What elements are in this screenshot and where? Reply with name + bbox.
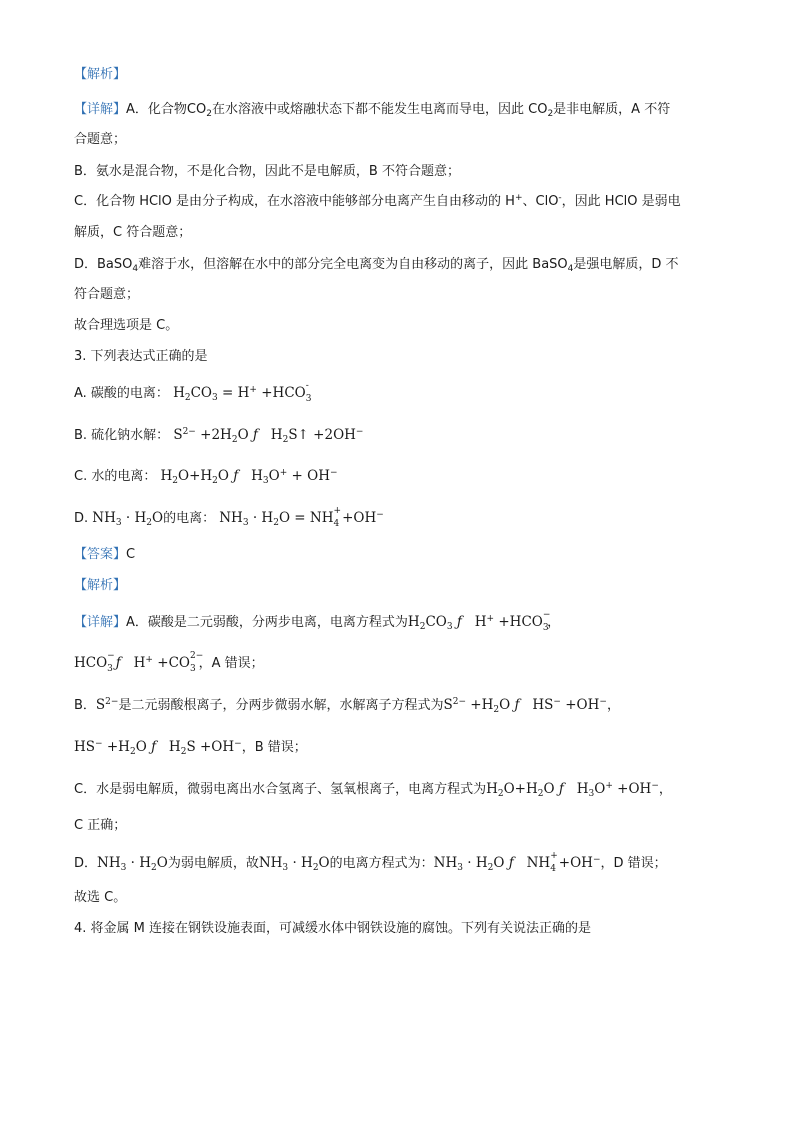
explanation-b: B．氨水是混合物，不是化合物，因此不是电解质，B 不符合题意； <box>74 164 460 179</box>
analysis-tag: 【解析】 <box>74 67 127 82</box>
answer-value: C <box>126 547 136 562</box>
text: 为弱电解质，故 <box>167 856 259 871</box>
explanation-c: C．化合物 HClO 是由分子构成，在水溶液中能够部分电离产生自由移动的 H+、ClO-，因此 HClO 是弱电 <box>74 193 681 209</box>
text: ， <box>606 698 620 713</box>
text: ，A 错误； <box>198 656 264 671</box>
answer <box>74 546 135 564</box>
analysis-tag: 【解析】 <box>74 578 127 593</box>
equation: HCO − 3 ƒ H+ +CO 2− 3 <box>74 651 204 674</box>
formula-baso4: BaSO$_4$ <box>97 257 139 274</box>
option-label: D. <box>74 511 93 526</box>
text: A．化合物 <box>126 102 187 117</box>
explanation-a-cont: 合题意； <box>74 132 127 147</box>
explanation-b-cont <box>74 738 307 757</box>
formula-baso4: BaSO$_4$ <box>528 257 574 274</box>
text: 是二元弱酸根离子，分两步微弱水解，水解离子方程式为 <box>118 698 444 713</box>
text: C．水是弱电解质，微弱电离出水合氢离子、氢氧根离子，电离方程式为 <box>74 782 487 797</box>
text: ， <box>547 615 561 630</box>
option-label: A. 碳酸的电离： <box>74 386 169 401</box>
equation: $HS^- +H_2O$ ƒ $H_2S +OH^-$ <box>74 739 242 757</box>
text: D． <box>74 257 98 272</box>
explanation-c-cont: 解质，C 符合题意； <box>74 225 192 240</box>
text: 的电离方程式为： <box>329 856 434 871</box>
text: ，因此 HClO 是弱电 <box>561 194 681 209</box>
text: ，D 错误； <box>600 856 667 871</box>
text: 的电离： <box>163 511 216 526</box>
equation: $S^{2-} +2H_2O$ ƒ $H_2S↑ +2OH^-$ <box>173 427 364 445</box>
option-label: C. 水的电离： <box>74 469 157 484</box>
formula-co2: $CO_2$ <box>523 102 554 119</box>
text: B． <box>74 698 96 713</box>
explanation-a <box>74 101 670 119</box>
question-3-stem: 3. 下列表达式正确的是 <box>74 349 208 364</box>
explanation-d <box>74 256 679 274</box>
equation: $NH_3 \cdot H_2O$ ƒ NH + 4 +OH− <box>433 851 601 874</box>
detail-tag: 【详解】 <box>74 615 127 630</box>
text: 在水溶液中或熔融状态下都不能发生电离而导电，因此 <box>211 102 524 117</box>
explanation-d <box>74 851 667 874</box>
option-d <box>74 506 384 529</box>
formula: $NH_3 \cdot H_2O$ <box>258 855 330 873</box>
formula-co2: $CO_2$ <box>186 102 212 119</box>
conclusion: 故合理选项是 C。 <box>74 318 179 333</box>
conclusion: 故选 C。 <box>74 890 127 905</box>
text: 是强电解质，D 不 <box>573 257 679 272</box>
equation: $H_2CO_3$ ƒ H+ +HCO − 3 <box>407 610 551 633</box>
text: ， <box>658 782 672 797</box>
text: ，B 错误； <box>241 740 307 755</box>
explanation-a-cont <box>74 651 264 674</box>
answer-tag: 【答案】 <box>74 547 127 562</box>
equation: $H_2O+H_2O$ ƒ $H_3O^+ +OH^-$ <box>486 781 659 799</box>
detail-tag: 【详解】 <box>74 102 127 117</box>
text: A．碳酸是二元弱酸，分两步电离，电离方程式为 <box>126 615 408 630</box>
equation: $H_2CO_3 = H^+ +HCO$ - 3 <box>173 381 312 404</box>
text: D． <box>74 856 98 871</box>
option-label: B. 硫化钠水解： <box>74 428 170 443</box>
explanation-c-cont: C 正确； <box>74 818 127 833</box>
text: 、ClO <box>522 194 559 209</box>
formula: $S^{2-}$ <box>95 697 119 713</box>
text: 难溶于水，但溶解在水中的部分完全电离变为自由移动的离子，因此 <box>138 257 529 272</box>
formula: $NH_3 \cdot H_2O$ <box>92 510 164 528</box>
option-b <box>74 426 363 445</box>
equation: $H_2O+H_2O$ ƒ $H_3O^+ + OH^-$ <box>160 468 338 486</box>
equation: $S^{2-} +H_2O$ ƒ HS− +OH− <box>443 697 607 715</box>
text: 是非电解质，A 不符 <box>553 102 671 117</box>
equation: $NH_3 \cdot H_2O$ = NH + 4 +OH− <box>219 506 384 529</box>
explanation-a <box>74 610 561 633</box>
option-c <box>74 467 338 486</box>
explanation-d-cont: 符合题意； <box>74 287 140 302</box>
question-4-stem: 4. 将金属 M 连接在钢铁设施表面，可减缓水体中钢铁设施的腐蚀。下列有关说法正确的是 <box>74 921 592 936</box>
formula: $NH_3 \cdot H_2O$ <box>97 855 168 873</box>
text: C．化合物 HClO 是由分子构成，在水溶液中能够部分电离产生自由移动的 H <box>74 194 515 209</box>
explanation-b <box>74 696 620 715</box>
option-a <box>74 381 312 404</box>
explanation-c <box>74 780 672 799</box>
